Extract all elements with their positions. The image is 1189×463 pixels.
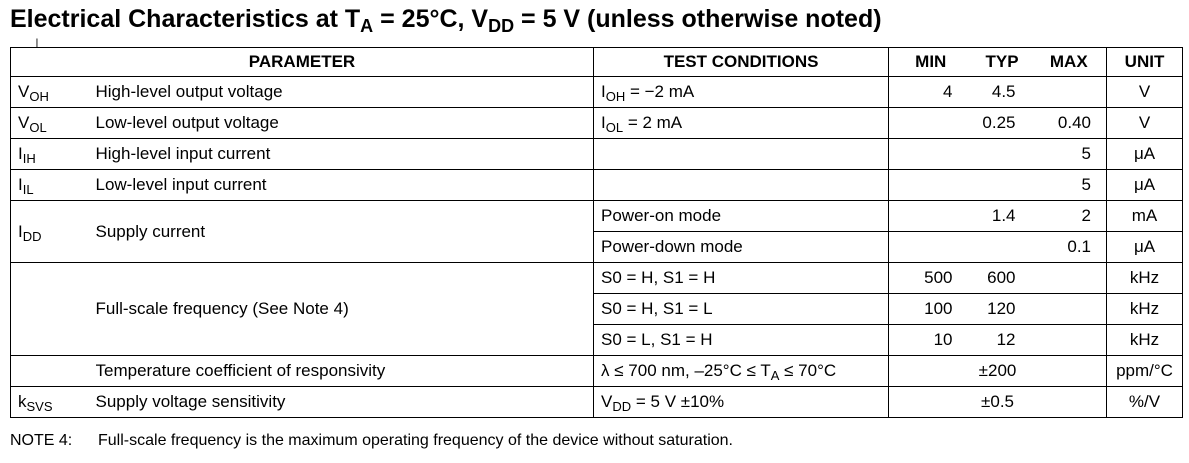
table-row-vol bbox=[11, 108, 1183, 139]
max-value: 2 bbox=[1032, 201, 1107, 232]
table-row-idd-power-on bbox=[11, 201, 1183, 232]
footnote bbox=[10, 431, 733, 451]
param-symbol bbox=[11, 263, 96, 356]
max-value bbox=[1032, 77, 1107, 108]
test-condition: $I_{OL} = 2$ mA bbox=[594, 108, 889, 139]
unit-value: kHz bbox=[1107, 263, 1183, 294]
unit-value: kHz bbox=[1107, 294, 1183, 325]
param-name: Temperature coefficient of responsivity bbox=[96, 356, 594, 387]
param-name: High-level input current bbox=[96, 139, 594, 170]
param-name: Full-scale frequency (See Note 4) bbox=[96, 263, 594, 356]
param-name: Low-level output voltage bbox=[96, 108, 594, 139]
param-symbol: $V_{OL}$ bbox=[11, 108, 96, 139]
typ-value: 12 bbox=[973, 325, 1032, 356]
min-value: 10 bbox=[889, 325, 973, 356]
unit-value: μA bbox=[1107, 139, 1183, 170]
test-condition: S0 = L, S1 = H bbox=[594, 325, 889, 356]
typ-value: 4.5 bbox=[973, 77, 1032, 108]
max-value bbox=[1032, 294, 1107, 325]
min-value bbox=[889, 108, 973, 139]
param-symbol: $I_{DD}$ bbox=[11, 201, 96, 263]
param-name: Supply current bbox=[96, 201, 594, 263]
min-value: 100 bbox=[889, 294, 973, 325]
test-condition: Power-down mode bbox=[594, 232, 889, 263]
table-row-temp-coefficient bbox=[11, 356, 1183, 387]
table-title: Electrical Characteristics at $T_A = 25^\circ C$, $V_{DD} = 5$ V (unless otherwise noted) bbox=[10, 5, 882, 36]
header-typ: TYP bbox=[973, 48, 1032, 77]
unit-value: μA bbox=[1107, 170, 1183, 201]
test-condition: Power-on mode bbox=[594, 201, 889, 232]
test-condition: λ ≤ 700 nm, $-25^\circ C \le T_A \le 70^\circ C$ bbox=[594, 356, 889, 387]
typ-value: 1.4 bbox=[973, 201, 1032, 232]
electrical-characteristics-table bbox=[10, 47, 1183, 418]
min-value: 4 bbox=[889, 77, 973, 108]
typ-value: 0.25 bbox=[973, 108, 1032, 139]
max-value: 5 bbox=[1032, 170, 1107, 201]
typ-value: 120 bbox=[973, 294, 1032, 325]
table-row-iih bbox=[11, 139, 1183, 170]
max-value: 0.1 bbox=[1032, 232, 1107, 263]
typ-value: ±200 bbox=[889, 356, 1107, 387]
min-value bbox=[889, 201, 973, 232]
max-value: 0.40 bbox=[1032, 108, 1107, 139]
unit-value: V bbox=[1107, 108, 1183, 139]
max-value bbox=[1032, 325, 1107, 356]
header-row bbox=[11, 48, 1183, 77]
unit-value: V bbox=[1107, 77, 1183, 108]
test-condition: $V_{DD} = 5$ V ±10% bbox=[594, 387, 889, 418]
min-value: 500 bbox=[889, 263, 973, 294]
unit-value: kHz bbox=[1107, 325, 1183, 356]
header-unit: UNIT bbox=[1107, 48, 1183, 77]
typ-value bbox=[973, 170, 1032, 201]
param-symbol: $I_{IH}$ bbox=[11, 139, 96, 170]
footnote-text: Full-scale frequency is the maximum operating frequency of the device without saturation. bbox=[98, 432, 733, 449]
unit-value: μA bbox=[1107, 232, 1183, 263]
header-min: MIN bbox=[889, 48, 973, 77]
typ-value: ±0.5 bbox=[889, 387, 1107, 418]
text-cursor-icon: I bbox=[35, 35, 39, 51]
max-value: 5 bbox=[1032, 139, 1107, 170]
header-max: MAX bbox=[1032, 48, 1107, 77]
test-condition: $I_{OH} = -2$ mA bbox=[594, 77, 889, 108]
unit-value: mA bbox=[1107, 201, 1183, 232]
unit-value: ppm/°C bbox=[1107, 356, 1183, 387]
typ-value: 600 bbox=[973, 263, 1032, 294]
table-row-voh bbox=[11, 77, 1183, 108]
min-value bbox=[889, 232, 973, 263]
param-symbol: $V_{OH}$ bbox=[11, 77, 96, 108]
param-name: Supply voltage sensitivity bbox=[96, 387, 594, 418]
table-row-iil bbox=[11, 170, 1183, 201]
footnote-label: NOTE 4: bbox=[10, 432, 73, 449]
max-value bbox=[1032, 263, 1107, 294]
header-test-conditions: TEST CONDITIONS bbox=[594, 48, 889, 77]
param-symbol: $k_{SVS}$ bbox=[11, 387, 96, 418]
typ-value bbox=[973, 139, 1032, 170]
min-value bbox=[889, 170, 973, 201]
unit-value: %/V bbox=[1107, 387, 1183, 418]
param-name: Low-level input current bbox=[96, 170, 594, 201]
min-value bbox=[889, 139, 973, 170]
param-symbol bbox=[11, 356, 96, 387]
test-condition bbox=[594, 139, 889, 170]
param-symbol: $I_{IL}$ bbox=[11, 170, 96, 201]
test-condition: S0 = H, S1 = H bbox=[594, 263, 889, 294]
test-condition: S0 = H, S1 = L bbox=[594, 294, 889, 325]
test-condition bbox=[594, 170, 889, 201]
param-name: High-level output voltage bbox=[96, 77, 594, 108]
table-row-ksvs bbox=[11, 387, 1183, 418]
typ-value bbox=[973, 232, 1032, 263]
header-parameter: PARAMETER bbox=[11, 48, 594, 77]
table-row-fs-hh bbox=[11, 263, 1183, 294]
